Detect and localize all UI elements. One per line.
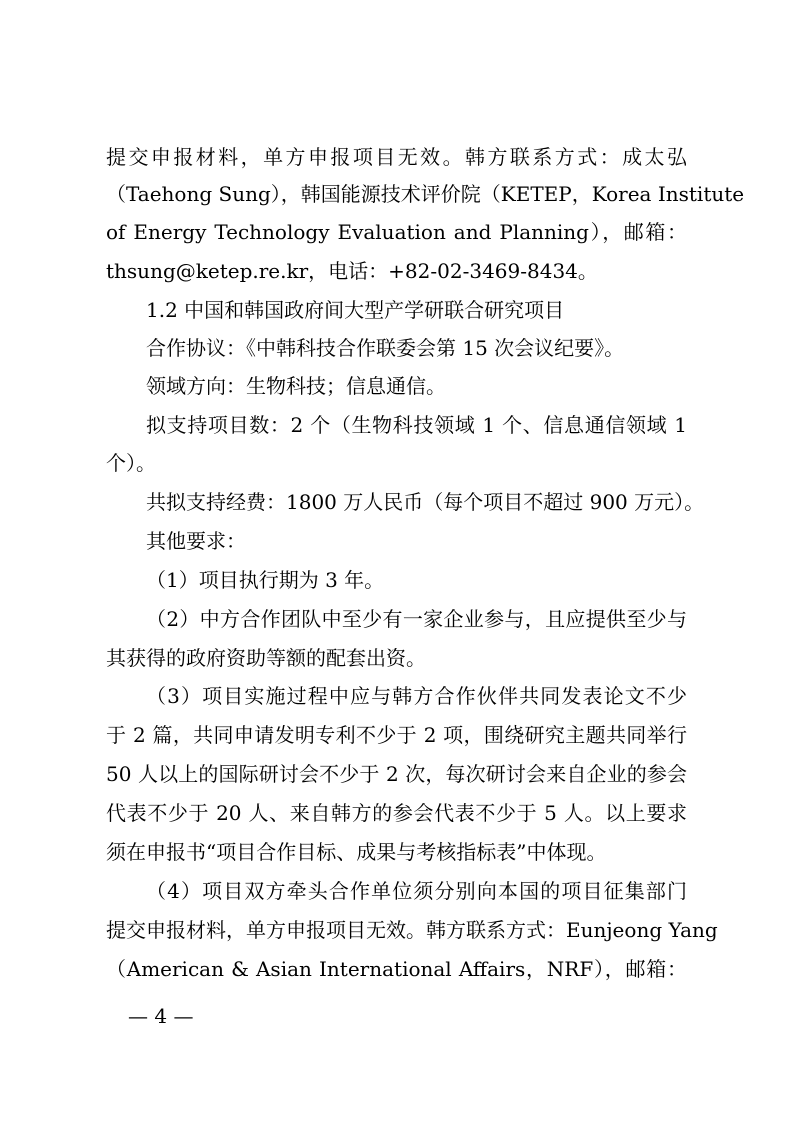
list-item: （1）项目执行期为 3 年。 — [146, 568, 385, 592]
text-line: 代表不少于 20 人、来自韩方的参会代表不少于 5 人。以上要求 — [106, 801, 687, 825]
text-line: of Energy Technology Evaluation and Planning），邮箱： — [106, 220, 687, 244]
text-line: 于 2 篇，共同申请发明专利不少于 2 项，围绕研究主题共同举行 — [106, 723, 687, 747]
text-line: 个）。 — [106, 451, 156, 475]
text-line: 拟支持项目数：2 个（生物科技领域 1 个、信息通信领域 1 — [146, 413, 687, 437]
text-line: 须在申报书“项目合作目标、成果与考核指标表”中体现。 — [106, 840, 607, 864]
list-item: （3）项目实施过程中应与韩方合作伙伴共同发表论文不少 — [146, 684, 687, 708]
text-line: 其获得的政府资助等额的配套出资。 — [106, 646, 426, 670]
text-line: 共拟支持经费：1800 万人民币（每个项目不超过 900 万元）。 — [146, 490, 705, 514]
list-item: （4）项目双方牵头合作单位须分别向本国的项目征集部门 — [146, 879, 687, 903]
page-number: — 4 — — [128, 1004, 194, 1028]
text-line: thsung@ketep.re.kr，电话：+82-02-3469-8434。 — [106, 259, 598, 283]
list-item: （2）中方合作团队中至少有一家企业参与，且应提供至少与 — [146, 607, 687, 631]
text-line: 领域方向：生物科技；信息通信。 — [146, 374, 446, 398]
text-line: 50 人以上的国际研讨会不少于 2 次，每次研讨会来自企业的参会 — [106, 762, 687, 786]
text-line: （American & Asian International Affairs，NRF），邮箱： — [106, 957, 687, 981]
text-line: 提交申报材料，单方申报项目无效。韩方联系方式：Eunjeong Yang — [106, 918, 718, 942]
section-heading: 1.2 中国和韩国政府间大型产学研联合研究项目 — [146, 298, 565, 322]
text-line: （Taehong Sung），韩国能源技术评价院（KETEP，Korea Institute — [106, 182, 745, 206]
text-line: 合作协议：《中韩科技合作联委会第 15 次会议纪要》。 — [146, 336, 625, 360]
text-line: 提交申报材料，单方申报项目无效。韩方联系方式：成太弘 — [106, 145, 687, 169]
text-line: 其他要求： — [146, 529, 246, 553]
